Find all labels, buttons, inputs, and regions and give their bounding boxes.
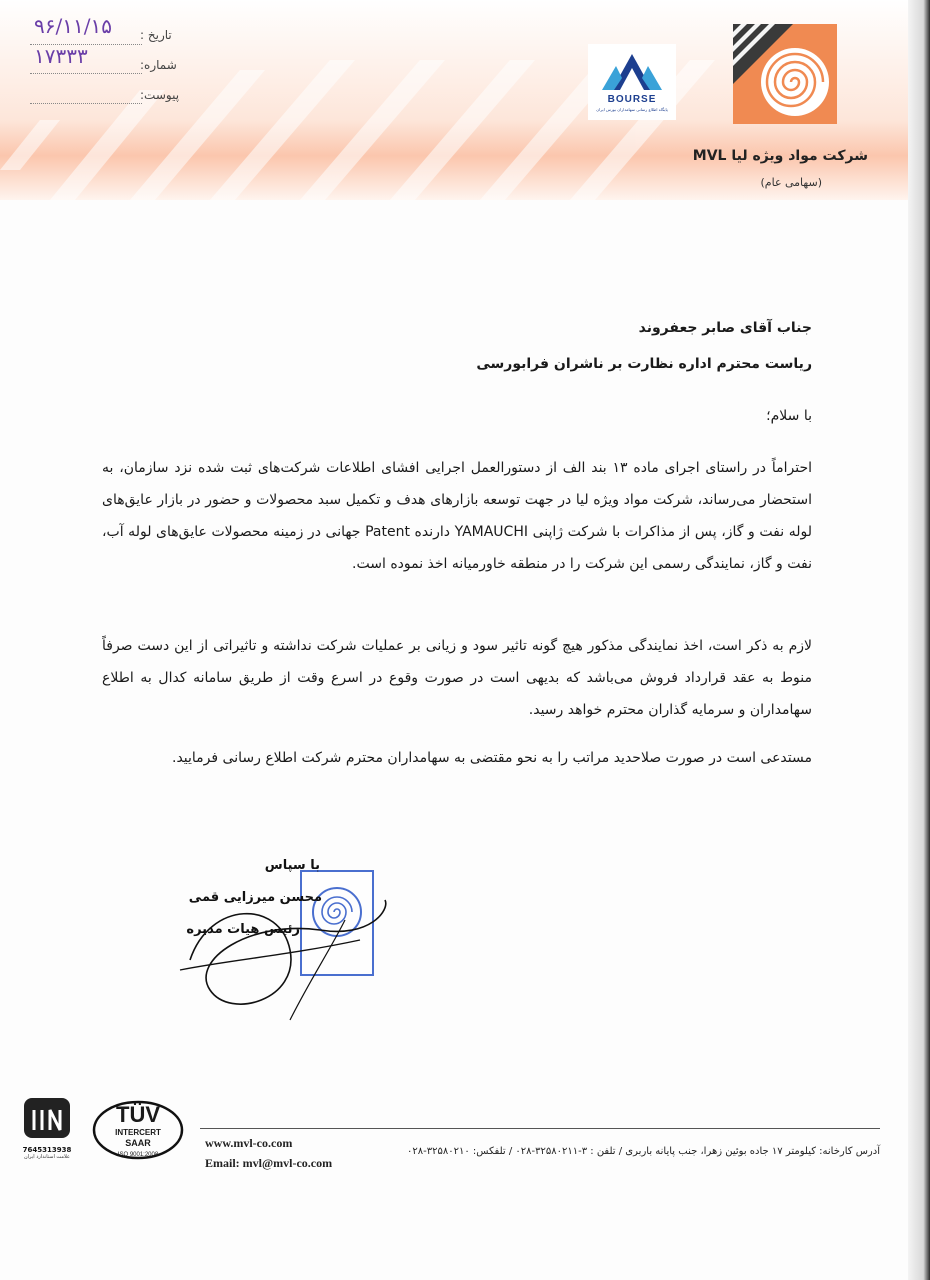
bourse-logo-text: BOURSE — [607, 94, 657, 105]
signature-title: رئیس هیات مدیره — [186, 922, 300, 937]
tuv-logo — [92, 1100, 184, 1162]
signature-name: محسن میرزایی قمی — [188, 890, 322, 905]
footer-website: www.mvl-co.com — [205, 1136, 293, 1150]
footer-address: آدرس کارخانه: کیلومتر ۱۷ جاده بوئین زهرا، جنب پایانه باربری / تلفن : ۳-۳۲۵۸۰۲۱۱-۰۲۸ / تلفکس: ۳۲۵۸۰۲۱۰-۰۲۸ — [407, 1146, 880, 1157]
paragraph-1: احتراماً در راستای اجرای ماده ۱۳ بند الف از دستورالعمل اجرایی افشای اطلاعات شرکت‌های ثبت شده نزد سازمان، به استحضار می‌رساند، شرکت مواد ویژه لیا در جهت توسعه بازارهای هدف و تکمیل سبد محصولات و حضور در بازار عایق‌های لوله نفت و گاز، پس از مذاکرات با شرکت ژاپنی YAMAUCHI دارنده Patent جهانی در زمینه محصولات عایق‌های لوله آب، نفت و گاز، نمایندگی رسمی این شرکت را در منطقه خاورمیانه اخذ نموده است. — [102, 460, 813, 572]
tuv-iso: ISO 9001:2008 — [117, 1152, 159, 1158]
scan-edge — [908, 0, 930, 1280]
signature-closing: با سپاس — [264, 858, 320, 873]
attachment-line — [30, 103, 142, 104]
paragraph-2: لازم به ذکر است، اخذ نمایندگی مذکور هیچ گونه تاثیر سود و زیانی بر عملیات شرکت نداشته و تاثیراتی از این دست صرفاً منوط به عقد قرارداد فروش می‌باشد که بدیهی است در صورت وقوع در اسرع وقت از طریق سامانه کدال به اطلاع سهامداران و سرمایه گذاران محترم خواهد رسید. — [102, 638, 812, 718]
recipient-title: ریاست محترم اداره نظارت بر ناشران فرابورسی — [476, 356, 812, 372]
bourse-logo-subtext: پایگاه اطلاع رسانی سهامداران بورس ایران — [596, 107, 668, 112]
bourse-triangle-icon — [588, 44, 676, 94]
mvl-spiral-icon — [733, 24, 837, 124]
number-value: ۱۷۳۳۳ — [34, 44, 88, 68]
attachment-field — [140, 88, 179, 102]
bourse-logo — [588, 44, 676, 120]
tuv-intercert: INTERCERT — [115, 1128, 161, 1137]
date-value: ۹۶/۱۱/۱۵ — [34, 14, 112, 38]
number-field — [140, 58, 177, 72]
handwritten-signature — [170, 860, 410, 1030]
recipient-name: جناب آقای صابر جعفروند — [638, 320, 812, 336]
mvl-logo — [733, 24, 837, 124]
company-type: (سهامی عام) — [760, 176, 822, 189]
date-label: تاریخ : — [140, 28, 172, 42]
greeting: با سلام؛ — [766, 408, 812, 424]
letterhead-band — [0, 0, 930, 200]
iso-standard-logo — [22, 1096, 72, 1166]
tuv-text: TÜV — [116, 1102, 160, 1127]
tuv-saar: SAAR — [125, 1138, 151, 1148]
iso-caption: علامت استاندارد ایران — [24, 1154, 70, 1160]
footer-email: Email: mvl@mvl-co.com — [205, 1156, 333, 1170]
number-line — [30, 73, 142, 74]
iso-standard-icon — [22, 1096, 72, 1142]
paragraph-3: مستدعی است در صورت صلاحدید مراتب را به نحو مقتضی به سهامداران محترم شرکت اطلاع رسانی فرمایید. — [172, 750, 812, 766]
company-name: شرکت مواد ویژه لیا MVL — [692, 148, 868, 164]
iso-number: 7645313938 — [22, 1146, 72, 1154]
number-label: شماره: — [140, 58, 177, 72]
footer-rule — [200, 1128, 880, 1129]
attachment-label: پیوست: — [140, 88, 180, 102]
date-field — [140, 28, 172, 42]
